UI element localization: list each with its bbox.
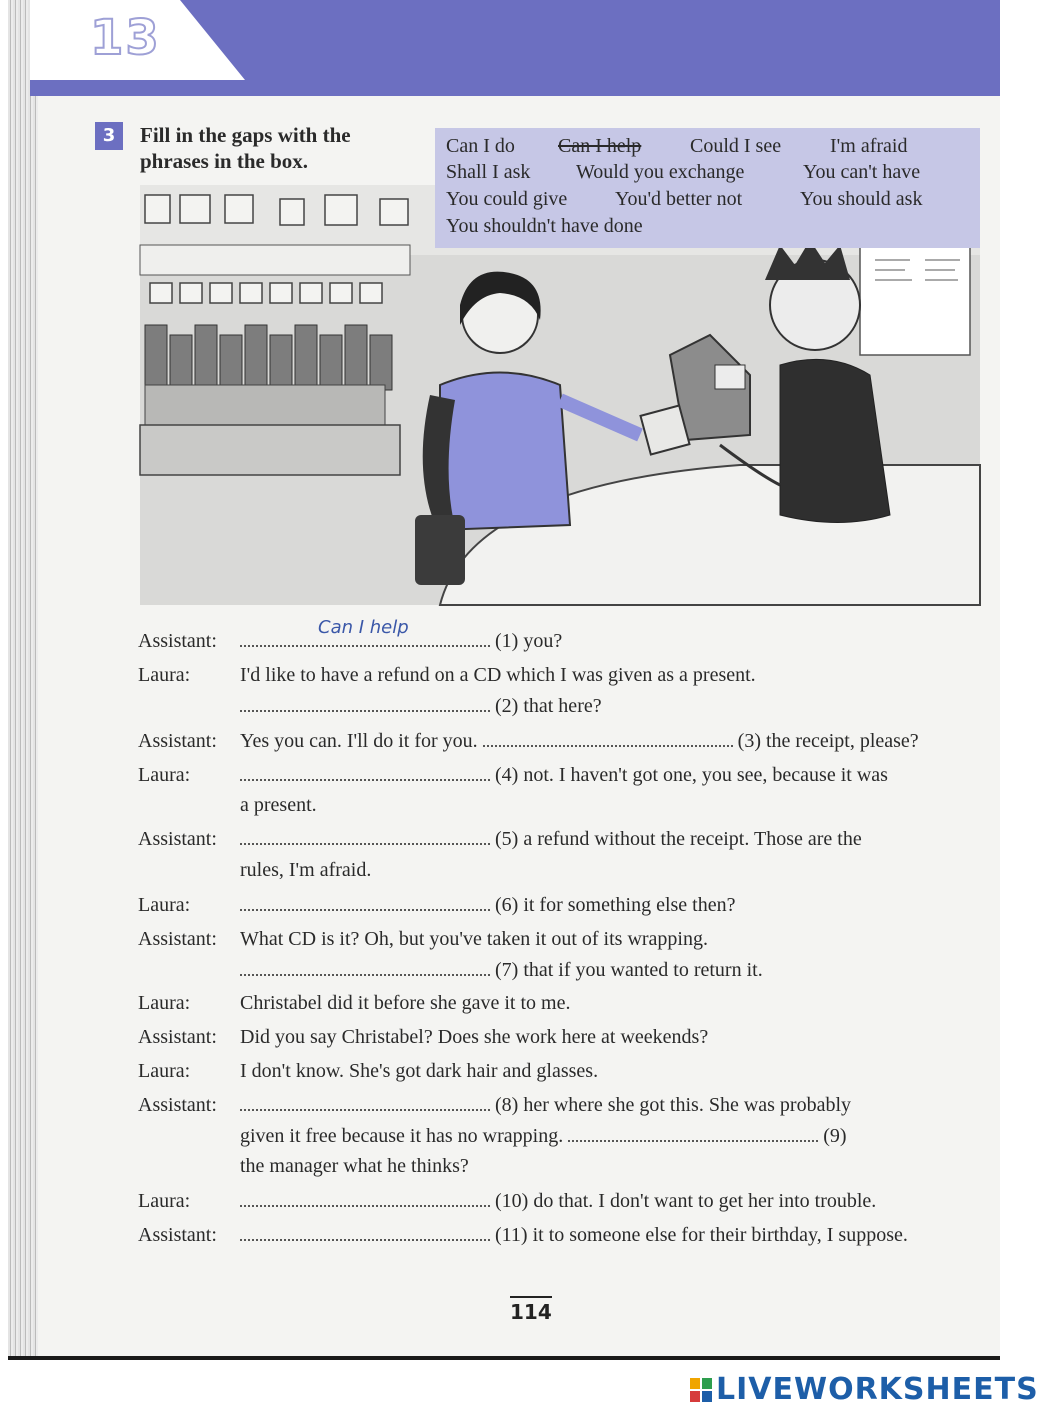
speaker-label: Assistant: [138, 1224, 217, 1246]
phrase-im-afraid: I'm afraid [830, 135, 908, 157]
phrase-would-you-exchange: Would you exchange [576, 161, 745, 183]
speaker-label: Laura: [138, 992, 191, 1014]
gap-10-input[interactable] [240, 1187, 490, 1207]
dialogue-line: (11) it to someone else for their birthday, I suppose. [240, 1220, 908, 1250]
dialogue-line: the manager what he thinks? [240, 1155, 469, 1177]
dialogue-line: Christabel did it before she gave it to me. [240, 992, 571, 1014]
dialogue-line: (4) not. I haven't got one, you see, because it was [240, 760, 888, 790]
dialogue-line: (7) that if you wanted to return it. [240, 955, 763, 985]
speaker-label: Assistant: [138, 928, 217, 950]
gap-8-input[interactable] [240, 1091, 490, 1111]
gap-6-input[interactable] [240, 891, 490, 911]
dialogue-line: Yes you can. I'll do it for you. (3) the receipt, please? [240, 726, 919, 756]
speaker-label: Laura: [138, 894, 191, 916]
unit-number: 13 [90, 10, 161, 66]
dialogue-line: (2) that here? [240, 691, 602, 721]
phrase-could-i-see: Could I see [690, 135, 782, 157]
exercise-number-badge: 3 [95, 122, 123, 150]
gap-5-input[interactable] [240, 825, 490, 845]
phrase-shall-i-ask: Shall I ask [446, 161, 531, 183]
exercise-instruction: Fill in the gaps with the phrases in the box. [140, 123, 351, 173]
liveworksheets-brand[interactable]: LIVEWORKSHEETS [716, 1372, 1039, 1407]
dialogue-line: I don't know. She's got dark hair and glasses. [240, 1060, 599, 1082]
speaker-label: Assistant: [138, 730, 217, 752]
dialogue-line: (8) her where she got this. She was probably [240, 1090, 851, 1120]
dialogue-line: I'd like to have a refund on a CD which I was given as a present. [240, 664, 756, 686]
phrase-youd-better-not: You'd better not [615, 188, 743, 210]
speaker-label: Laura: [138, 664, 191, 686]
phrase-you-cant-have: You can't have [803, 161, 921, 183]
speaker-label: Assistant: [138, 828, 217, 850]
dialogue-line: (10) do that. I don't want to get her into trouble. [240, 1186, 876, 1216]
speaker-label: Laura: [138, 764, 191, 786]
gap-1-answer: Can I help [318, 617, 409, 638]
phrase-can-i-do: Can I do [446, 135, 515, 157]
dialogue-line: (5) a refund without the receipt. Those are the [240, 824, 862, 854]
dialogue-line: a present. [240, 794, 317, 816]
phrase-can-i-help-crossed: Can I help [558, 135, 642, 157]
liveworksheets-logo-icon [690, 1378, 712, 1402]
dialogue-line: rules, I'm afraid. [240, 859, 372, 881]
dialogue-line: Can I help (1) you? [240, 626, 562, 656]
gap-2-input[interactable] [240, 692, 490, 712]
speaker-label: Assistant: [138, 1094, 217, 1116]
dialogue-line: (6) it for something else then? [240, 890, 736, 920]
gap-3-input[interactable] [483, 727, 733, 747]
dialogue-line: What CD is it? Oh, but you've taken it out of its wrapping. [240, 928, 708, 950]
speaker-label: Laura: [138, 1060, 191, 1082]
gap-4-input[interactable] [240, 761, 490, 781]
speaker-label: Assistant: [138, 630, 217, 652]
phrase-you-could-give: You could give [446, 188, 568, 210]
shop-illustration [140, 185, 980, 605]
page-number: 114 [510, 1296, 552, 1324]
speaker-label: Laura: [138, 1190, 191, 1212]
gap-9-input[interactable] [568, 1122, 818, 1142]
gap-7-input[interactable] [240, 956, 490, 976]
phrase-you-should-ask: You should ask [800, 188, 923, 210]
speaker-label: Assistant: [138, 1026, 217, 1048]
phrase-you-shouldnt-have-done: You shouldn't have done [446, 215, 643, 237]
dialogue-line: given it free because it has no wrapping. (9) [240, 1121, 847, 1151]
page-edge-stack [8, 0, 38, 1356]
dialogue-line: Did you say Christabel? Does she work here at weekends? [240, 1026, 709, 1048]
gap-11-input[interactable] [240, 1221, 490, 1241]
